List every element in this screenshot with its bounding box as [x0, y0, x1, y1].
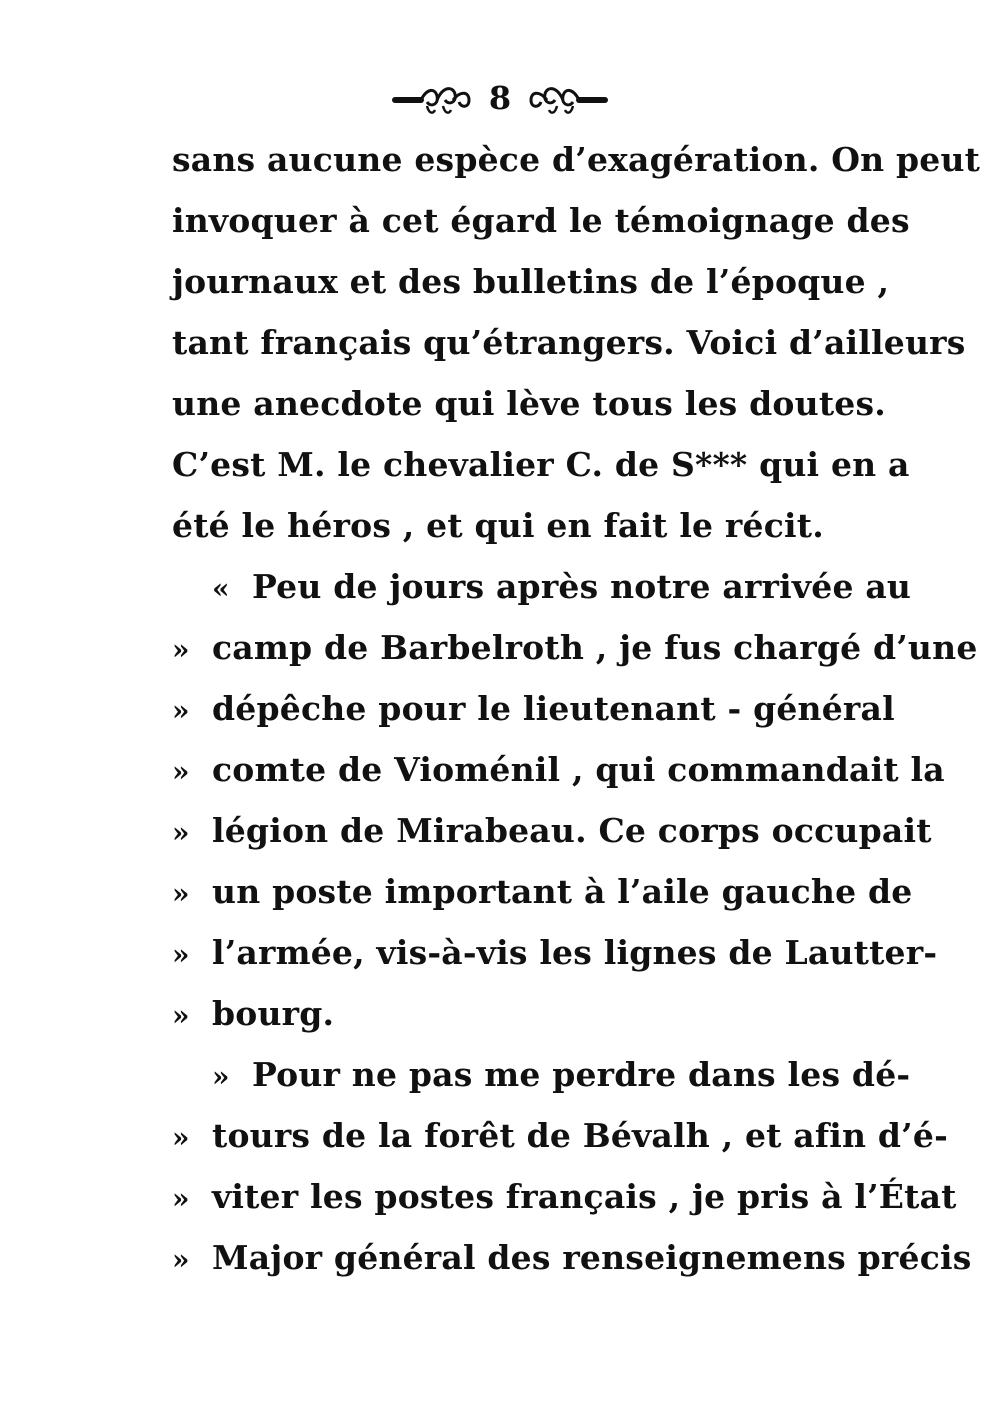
quote-line — [172, 1236, 972, 1282]
quote-text: Peu de jours après notre arrivée au — [252, 567, 912, 606]
text-line: une anecdote qui lève tous les doutes. — [172, 384, 886, 423]
page-header — [0, 70, 1000, 126]
quote-text: un poste important à l’aile gauche de — [212, 872, 913, 911]
quote-text: légion de Mirabeau. Ce corps occupait — [212, 811, 932, 850]
quote-text: Major général des renseignemens précis — [212, 1238, 972, 1277]
continuation-quote-mark: » — [172, 755, 190, 788]
quote-text: camp de Barbelroth , je fus chargé d’une — [212, 628, 978, 667]
quote-text: l’armée, vis-à-vis les lignes de Lautter- — [212, 933, 938, 972]
quote-line — [172, 992, 828, 1038]
continuation-quote-mark: » — [172, 816, 190, 849]
quote-line — [172, 1114, 948, 1160]
quote-line — [172, 748, 945, 794]
quote-text: comte de Vioménil , qui commandait la — [212, 750, 945, 789]
continuation-quote-mark: » — [172, 1243, 190, 1276]
continuation-quote-mark: » — [172, 877, 190, 910]
quote-text: tours de la forêt de Bévalh , et afin d’é- — [212, 1116, 948, 1155]
page-number: 8 — [488, 79, 512, 117]
quote-line — [172, 870, 913, 916]
quote-text: dépêche pour le lieutenant - général — [212, 689, 895, 728]
text-line: journaux et des bulletins de l’époque , — [172, 262, 890, 301]
quote-line — [172, 1175, 957, 1221]
open-quote-mark: » — [212, 1060, 230, 1093]
quote-line — [172, 931, 938, 977]
text-line: invoquer à cet égard le témoignage des — [172, 201, 910, 240]
quote-first-line — [172, 565, 912, 611]
continuation-quote-mark: » — [172, 694, 190, 727]
quote-line — [172, 626, 978, 672]
continuation-quote-mark: » — [172, 633, 190, 666]
continuation-quote-mark: » — [172, 938, 190, 971]
quote-first-line — [172, 1053, 911, 1099]
fleuron-left-icon — [391, 78, 475, 118]
fleuron-right-icon — [525, 78, 609, 118]
open-quote-mark: « — [212, 572, 230, 605]
quote-text: Pour ne pas me perdre dans les dé- — [252, 1055, 911, 1094]
text-line: C’est M. le chevalier C. de S*** qui en a — [172, 445, 910, 484]
quote-text: viter les postes français , je pris à l’État — [212, 1177, 957, 1216]
quote-line — [172, 687, 895, 733]
continuation-quote-mark: » — [172, 1121, 190, 1154]
continuation-quote-mark: » — [172, 999, 190, 1032]
quote-line — [172, 809, 932, 855]
text-line: été le héros , et qui en fait le récit. — [172, 506, 824, 545]
quote-text: bourg. — [212, 994, 335, 1033]
text-line: tant français qu’étrangers. Voici d’ailleurs — [172, 323, 966, 362]
text-line: sans aucune espèce d’exagération. On peut — [172, 140, 981, 179]
continuation-quote-mark: » — [172, 1182, 190, 1215]
